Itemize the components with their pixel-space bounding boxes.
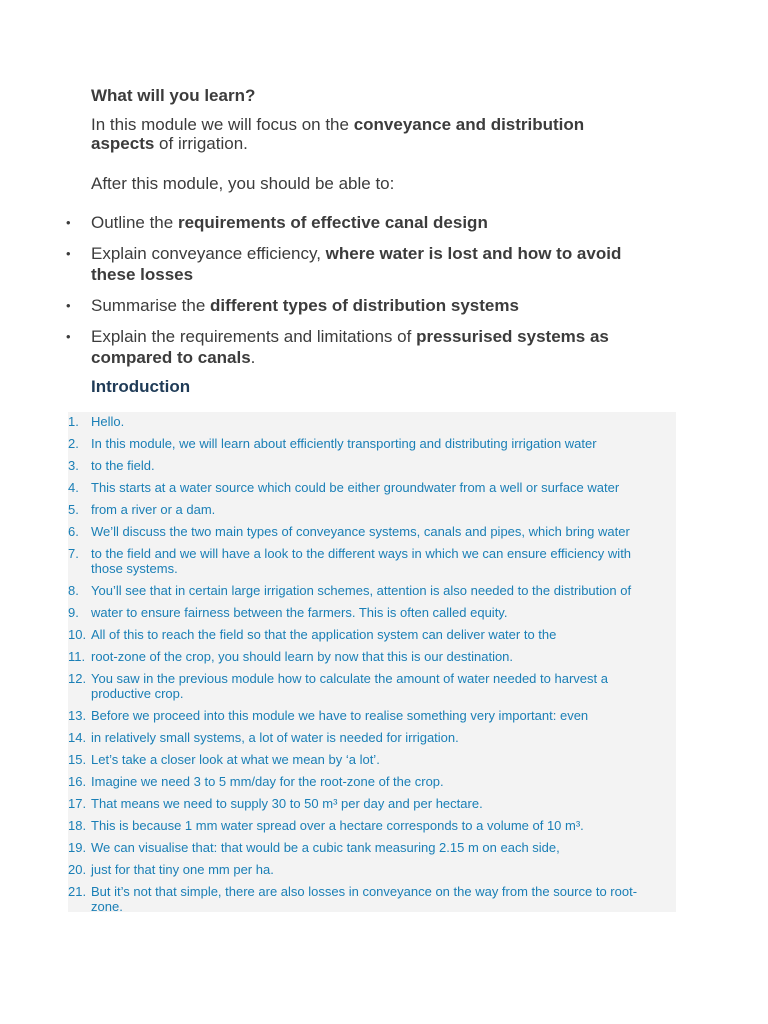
line-text: That means we need to supply 30 to 50 m³ per day and per hectare.: [91, 796, 483, 811]
line-number: 9.: [68, 605, 79, 620]
line-text: to the field.: [91, 458, 155, 473]
objective-suffix: .: [250, 348, 256, 367]
line-number: 16.: [68, 774, 87, 789]
transcript-line[interactable]: [68, 605, 668, 620]
line-number: 3.: [68, 458, 79, 473]
line-number: 11.: [68, 649, 86, 664]
transcript-line[interactable]: [68, 840, 668, 855]
bullet-icon: •: [66, 246, 71, 261]
line-number: 20.: [68, 862, 87, 877]
transcript-line[interactable]: [68, 436, 668, 451]
objective-item: [0, 326, 651, 368]
introduction-title: Introduction: [91, 377, 191, 396]
line-text: This is because 1 mm water spread over a hectare corresponds to a volume of 10 m³.: [91, 818, 584, 833]
transcript-panel: [68, 412, 676, 912]
line-text: Let’s take a closer look at what we mean by ‘a lot’.: [91, 752, 380, 767]
transcript-line[interactable]: [68, 546, 668, 576]
line-text: Imagine we need 3 to 5 mm/day for the root-zone of the crop.: [91, 774, 444, 789]
objective-item: [0, 295, 651, 316]
line-text: You saw in the previous module how to calculate the amount of water needed to harvest a productive crop.: [91, 671, 608, 701]
line-text: Hello.: [91, 414, 125, 429]
line-number: 19.: [68, 840, 87, 855]
objective-item: [0, 243, 651, 285]
line-number: 17.: [68, 796, 87, 811]
line-number: 15.: [68, 752, 87, 767]
line-text: This starts at a water source which could be either groundwater from a well or surface water: [91, 480, 620, 495]
line-number: 18.: [68, 818, 87, 833]
transcript-line[interactable]: [68, 583, 668, 598]
objective-bold: pressurised systems as compared to canals: [91, 327, 609, 367]
line-number: 12.: [68, 671, 87, 686]
transcript-line[interactable]: [68, 884, 668, 914]
line-number: 14.: [68, 730, 87, 745]
objective-prefix: Outline the: [91, 213, 178, 232]
objective-bold: where water is lost and how to avoid these losses: [91, 244, 622, 284]
line-text: But it’s not that simple, there are also losses in conveyance on the way from the source to root-zone.: [91, 884, 638, 914]
line-text: water to ensure fairness between the farmers. This is often called equity.: [91, 605, 508, 620]
line-text: We can visualise that: that would be a cubic tank measuring 2.15 m on each side,: [91, 840, 560, 855]
transcript-line[interactable]: [68, 796, 668, 811]
intro-paragraph: [91, 115, 651, 153]
line-number: 8.: [68, 583, 79, 598]
line-text: All of this to reach the field so that the application system can deliver water to the: [91, 627, 557, 642]
objectives-list: [0, 212, 768, 378]
bullet-icon: •: [66, 215, 71, 230]
transcript-line[interactable]: [68, 774, 668, 789]
line-number: 6.: [68, 524, 79, 539]
line-number: 4.: [68, 480, 79, 495]
transcript-line[interactable]: [68, 862, 668, 877]
intro-suffix: of irrigation.: [154, 134, 248, 153]
line-text: in relatively small systems, a lot of water is needed for irrigation.: [91, 730, 459, 745]
line-number: 1.: [68, 414, 79, 429]
transcript-line[interactable]: [68, 480, 668, 495]
objective-prefix: Explain conveyance efficiency,: [91, 244, 326, 263]
learn-heading: What will you learn?: [91, 86, 256, 105]
transcript-line[interactable]: [68, 502, 668, 517]
transcript-line[interactable]: [68, 818, 668, 833]
line-text: We’ll discuss the two main types of conveyance systems, canals and pipes, which bring water: [91, 524, 630, 539]
transcript-line[interactable]: [68, 730, 668, 745]
line-number: 13.: [68, 708, 87, 723]
line-number: 5.: [68, 502, 79, 517]
transcript-line[interactable]: [68, 649, 668, 664]
objective-prefix: Summarise the: [91, 296, 211, 315]
transcript-line[interactable]: [68, 458, 668, 473]
intro-prefix: In this module we will focus on the: [91, 115, 354, 134]
objective-bold: requirements of effective canal design: [177, 213, 488, 232]
after-module-text: After this module, you should be able to:: [91, 174, 395, 193]
transcript-line[interactable]: [68, 627, 668, 642]
line-number: 7.: [68, 546, 79, 561]
objective-bold: different types of distribution systems: [210, 296, 519, 315]
intro-bold: conveyance and distribution aspects: [91, 115, 585, 153]
transcript-line[interactable]: [68, 671, 668, 701]
transcript-line[interactable]: [68, 524, 668, 539]
line-text: You’ll see that in certain large irrigation schemes, attention is also needed to the distribution of: [91, 583, 632, 598]
objective-item: [0, 212, 651, 233]
line-text: to the field and we will have a look to the different ways in which we can ensure efficiency with those systems.: [91, 546, 632, 576]
line-text: root-zone of the crop, you should learn by now that this is our destination.: [91, 649, 514, 664]
transcript-line[interactable]: [68, 414, 668, 429]
line-number: 21.: [68, 884, 87, 899]
bullet-icon: •: [66, 329, 71, 344]
line-text: from a river or a dam.: [91, 502, 216, 517]
transcript-line[interactable]: [68, 708, 668, 723]
line-text: Before we proceed into this module we have to realise something very important: even: [91, 708, 589, 723]
line-text: just for that tiny one mm per ha.: [91, 862, 274, 877]
line-text: In this module, we will learn about efficiently transporting and distributing irrigation water: [91, 436, 597, 451]
bullet-icon: •: [66, 298, 71, 313]
objective-prefix: Explain the requirements and limitations of: [91, 327, 417, 346]
line-number: 2.: [68, 436, 79, 451]
line-number: 10.: [68, 627, 87, 642]
transcript-line[interactable]: [68, 752, 668, 767]
